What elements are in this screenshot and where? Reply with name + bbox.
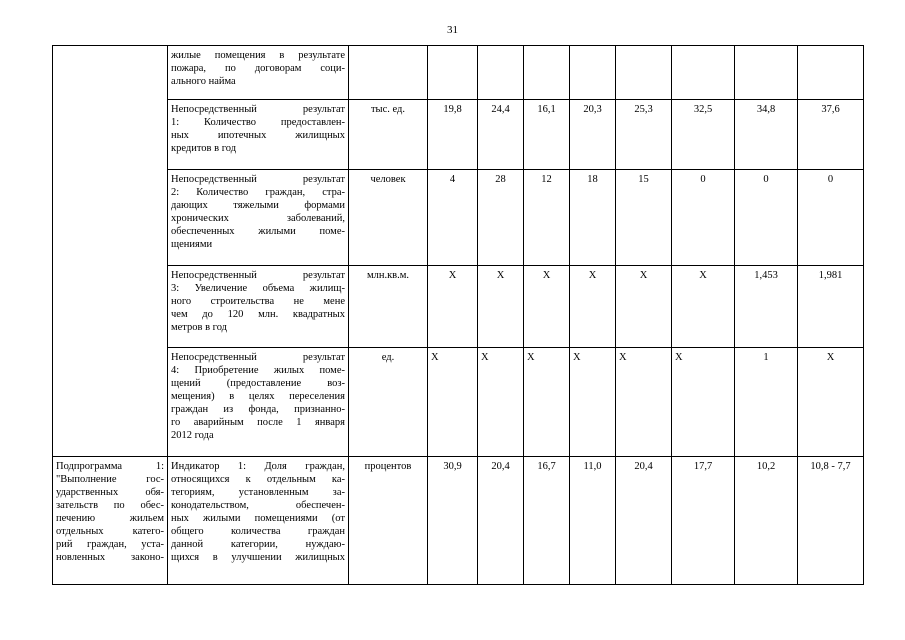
value-cell: X [616,348,672,457]
value-cell: X [570,348,616,457]
indicator-cell [168,266,349,348]
text-line: пожара, по договорам соци- [171,63,345,74]
value-cell: 17,7 [672,457,735,585]
text-line: Подпрограмма 1: [56,461,164,472]
indicators-table [52,45,864,585]
value-cell: 16,1 [524,100,570,170]
value-cell: 1,981 [798,266,864,348]
text-line: ных ипотечных жилищных [171,130,345,141]
value-cell: X [672,348,735,457]
value-cell [672,46,735,100]
value-cell: 30,9 [428,457,478,585]
indicator-cell [168,170,349,266]
text-line: ударственных обя- [56,487,164,498]
value-cell [798,46,864,100]
value-cell: 10,2 [735,457,798,585]
page-number: 31 [447,24,458,36]
table-row [53,266,864,348]
text-line: 3: Увеличение объема жилищ- [171,283,345,294]
text-line: тегориям, установленным за- [171,487,345,498]
value-cell: 15 [616,170,672,266]
value-cell: 1,453 [735,266,798,348]
text-line: общего количества граждан [171,526,345,537]
text-line: щихся в улучшении жилищных [171,552,345,563]
value-cell [616,46,672,100]
indicator-cell [168,348,349,457]
text-line: 1: Количество предоставлен- [171,117,345,128]
value-cell: 16,7 [524,457,570,585]
text-line: Непосредственный результат [171,174,345,185]
text-line: отдельных катего- [56,526,164,537]
value-cell: 37,6 [798,100,864,170]
text-line: рий граждан, уста- [56,539,164,550]
table-row [53,46,864,100]
text-line: Индикатор 1: Доля граждан, [171,461,345,472]
subprogram-cell [53,457,168,585]
text-line: данной категории, нуждаю- [171,539,345,550]
text-line: ных жилыми помещениями (от [171,513,345,524]
text-line: кредитов в год [171,143,237,154]
text-line: относящихся к отдельным ка- [171,474,345,485]
value-cell [428,46,478,100]
text-line: метров в год [171,322,228,333]
value-cell [524,46,570,100]
subprogram-cell-empty [53,46,168,457]
value-cell: 0 [798,170,864,266]
value-cell: X [798,348,864,457]
indicator-cell [168,457,349,585]
value-cell: 0 [672,170,735,266]
text-line: ного строительства не мене [171,296,345,307]
value-cell: X [570,266,616,348]
indicator-cell [168,100,349,170]
value-cell: 4 [428,170,478,266]
value-cell: 0 [735,170,798,266]
table-row [53,457,864,585]
value-cell: X [478,348,524,457]
value-cell: 20,3 [570,100,616,170]
table-row [53,348,864,457]
unit-cell: процентов [349,457,428,585]
text-line: мещения) в целях переселения [171,391,345,402]
value-cell: 20,4 [616,457,672,585]
table-row [53,100,864,170]
table-row [53,170,864,266]
text-line: щениями [171,239,213,250]
value-cell: X [672,266,735,348]
text-line: 2012 года [171,430,214,441]
value-cell: 18 [570,170,616,266]
unit-cell: человек [349,170,428,266]
text-line: жилые помещения в результате [171,50,345,61]
value-cell: 10,8 - 7,7 [798,457,864,585]
text-line: обеспеченных жилыми поме- [171,226,345,237]
value-cell: 12 [524,170,570,266]
text-line: 2: Количество граждан, стра- [171,187,345,198]
text-line: Непосредственный результат [171,104,345,115]
value-cell: 1 [735,348,798,457]
value-cell: X [616,266,672,348]
text-line: граждан из фонда, признанно- [171,404,345,415]
value-cell [570,46,616,100]
text-line: хронических заболеваний, [171,213,345,224]
text-line: дающих тяжелыми формами [171,200,345,211]
text-line: чем до 120 млн. квадратных [171,309,345,320]
text-line: 4: Приобретение жилых поме- [171,365,345,376]
value-cell: X [428,266,478,348]
value-cell: 24,4 [478,100,524,170]
value-cell [478,46,524,100]
value-cell [735,46,798,100]
text-line: печению жильем [56,513,164,524]
unit-cell [349,46,428,100]
value-cell: 28 [478,170,524,266]
value-cell: X [478,266,524,348]
value-cell: 25,3 [616,100,672,170]
text-line: щений (предоставление воз- [171,378,345,389]
unit-cell: тыс. ед. [349,100,428,170]
text-line: го аварийным после 1 января [171,417,345,428]
text-line: Непосредственный результат [171,352,345,363]
value-cell: 34,8 [735,100,798,170]
value-cell: X [428,348,478,457]
indicator-cell [168,46,349,100]
unit-cell: ед. [349,348,428,457]
value-cell: X [524,348,570,457]
text-line: зательств по обес- [56,500,164,511]
value-cell: 11,0 [570,457,616,585]
value-cell: 19,8 [428,100,478,170]
text-line: конодательством, обеспечен- [171,500,345,511]
text-line: "Выполнение гос- [56,474,164,485]
text-line: новленных законо- [56,552,164,563]
value-cell: X [524,266,570,348]
unit-cell: млн.кв.м. [349,266,428,348]
value-cell: 32,5 [672,100,735,170]
text-line: ального найма [171,76,236,87]
text-line: Непосредственный результат [171,270,345,281]
value-cell: 20,4 [478,457,524,585]
